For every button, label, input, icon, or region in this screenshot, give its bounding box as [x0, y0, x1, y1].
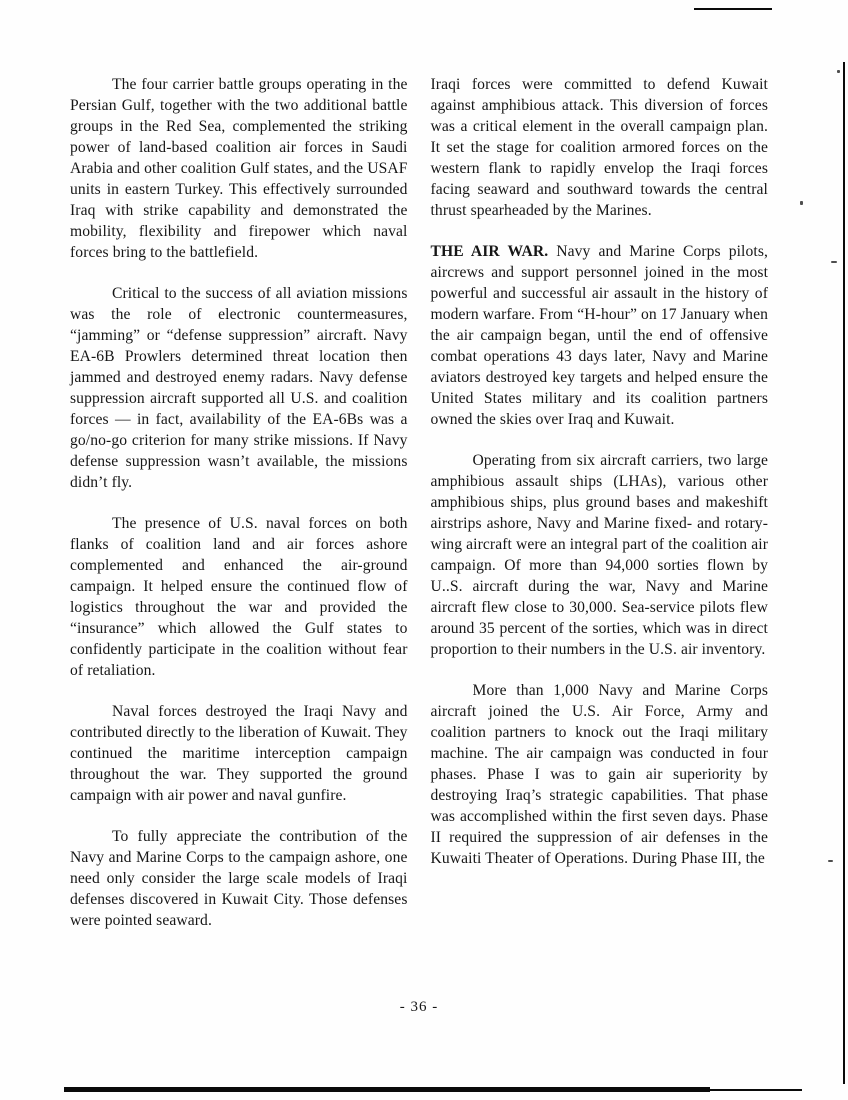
text-columns: [70, 74, 768, 951]
paragraph: [70, 513, 408, 681]
scan-speck: [831, 261, 837, 263]
paragraph-text: Navy and Marine Corps pilots, aircrews and support personnel joined in the most powerful and successful air assault in the history of modern warfare. From “H-hour” on 17 January when the air campaign began, until the end of offensive combat operations 43 days later, Navy and Marine aviators destroyed key targets and helped ensure the United States military and its coalition partners owned the skies over Iraq and Kuwait.: [430, 243, 768, 428]
page-number: - 36 -: [399, 999, 439, 1015]
scan-speck: [828, 860, 833, 862]
scan-bar-bottom: [64, 1087, 710, 1092]
air-war-heading: THE AIR WAR.: [430, 243, 549, 260]
scan-speck: [800, 201, 803, 205]
paragraph: [70, 826, 408, 931]
paragraph: [431, 74, 769, 221]
paragraph: [431, 241, 769, 430]
scan-line-right-edge: [843, 62, 845, 1084]
paragraph-text: Critical to the success of all aviation missions was the role of electronic countermeasures, “jamming” or “defense suppression” aircraft. Navy EA-6B Prowlers determined threat location then jammed and destroyed enemy radars. Navy defense suppression aircraft supported all U.S. and coalition forces — in fact, availability of the EA-6Bs was a go/no-go criterion for many strike missions. If Navy defense suppression wasn’t available, the missions didn’t fly.: [70, 285, 408, 491]
paragraph-text: To fully appreciate the contribution of the Navy and Marine Corps to the campaign ashore, one need only consider the large scale models of Iraqi defenses discovered in Kuwait City. Those defenses were pointed seaward.: [70, 828, 408, 929]
scan-speck: [837, 70, 840, 73]
paragraph-text: Iraqi forces were committed to defend Kuwait against amphibious attack. This diversion of forces was a critical element in the overall campaign plan. It set the stage for coalition armored forces on the western flank to rapidly envelop the Iraqi forces facing seaward and southward towards the central thrust spearheaded by the Marines.: [430, 76, 768, 219]
paragraph: [70, 701, 408, 806]
paragraph-text: More than 1,000 Navy and Marine Corps aircraft joined the U.S. Air Force, Army and coalition partners to knock out the Iraqi military machine. The air campaign was conducted in four phases. Phase I was to gain air superiority by destroying Iraq’s strategic capabilities. That phase was accomplished within the first seven days. Phase II required the suppression of air defenses in the Kuwaiti Theater of Operations. During Phase III, the: [430, 682, 768, 867]
paragraph: [70, 74, 408, 263]
paragraph: [70, 283, 408, 493]
paragraph-text: Naval forces destroyed the Iraqi Navy and contributed directly to the liberation of Kuwait. They continued the maritime interception campaign throughout the war. They supported the ground campaign with air power and naval gunfire.: [70, 703, 408, 804]
left-column: [70, 74, 408, 951]
scan-line-top-right: [694, 8, 772, 10]
scan-bar-bottom-thin: [710, 1089, 802, 1091]
paragraph-text: The four carrier battle groups operating in the Persian Gulf, together with the two additional battle groups in the Red Sea, complemented the striking power of land-based coalition air forces in Saudi Arabia and other coalition Gulf states, and the USAF units in eastern Turkey. This effectively surrounded Iraq with strike capability and demonstrated the mobility, flexibility and firepower which naval forces bring to the battlefield.: [70, 76, 408, 261]
paragraph-text: Operating from six aircraft carriers, two large amphibious assault ships (LHAs), various other amphibious ships, plus ground bases and makeshift airstrips ashore, Navy and Marine fixed- and rotary-wing aircraft were an integral part of the coalition air campaign. Of more than 94,000 sorties flown by U..S. aircraft during the war, Navy and Marine aircraft flew close to 30,000. Sea-service pilots flew around 35 percent of the sorties, which was in direct proportion to their numbers in the U.S. air inventory.: [430, 452, 768, 658]
paragraph-text: The presence of U.S. naval forces on both flanks of coalition land and air forces ashore complemented and enhanced the air-ground campaign. It helped ensure the continued flow of logistics throughout the war and provided the “insurance” which allowed the Gulf states to confidently participate in the coalition without fear of retaliation.: [70, 515, 408, 679]
paragraph: [431, 680, 769, 869]
paragraph: [431, 450, 769, 660]
right-column: [431, 74, 769, 951]
